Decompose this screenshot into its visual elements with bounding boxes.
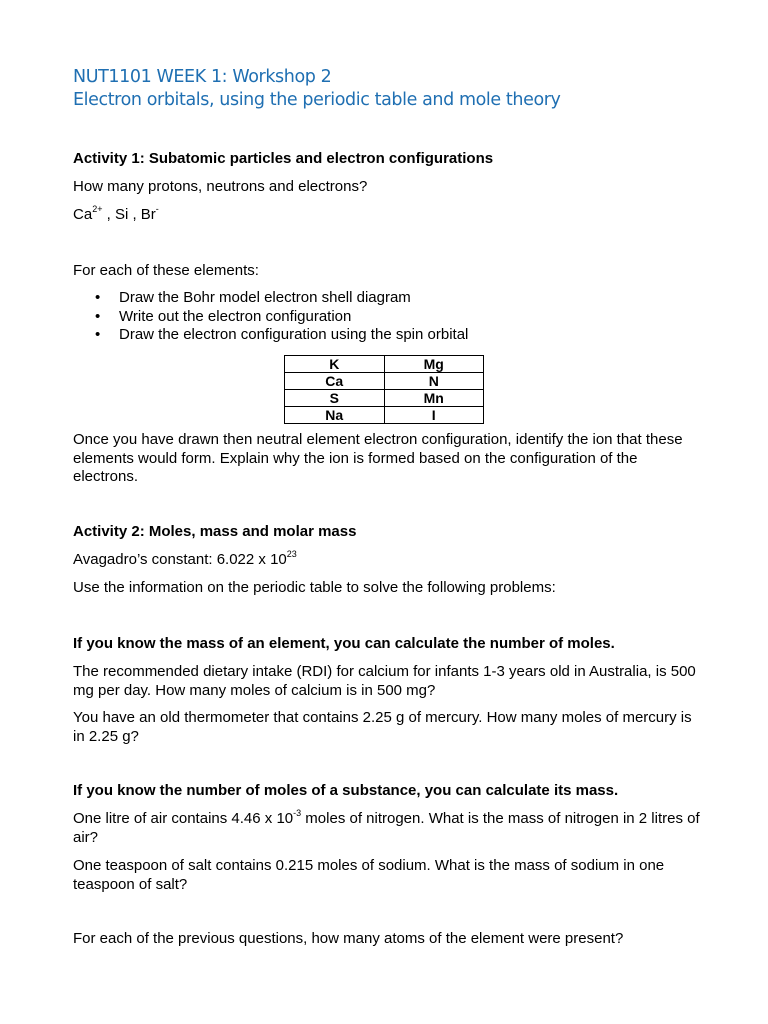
question-mercury: You have an old thermometer that contains 2.25 g of mercury. How many moles of mercury is in 2.25 g? — [73, 709, 692, 745]
table-row — [285, 356, 484, 373]
list-item: • Draw the electron configuration using the spin orbital — [95, 326, 469, 343]
ion-br-charge: - — [155, 204, 159, 214]
avogadro-exponent: 23 — [286, 549, 297, 559]
activity1-heading: Activity 1: Subatomic particles and electron configurations — [73, 150, 494, 167]
avogadro-constant: Avagadro’s constant: 6.022 x $10^{23}$ — [73, 549, 297, 568]
task-list — [73, 289, 703, 345]
question-calcium: The recommended dietary intake (RDI) for calcium for infants 1-3 years old in Australia, is 500 mg per day. How many moles of calcium is in 500 mg? — [73, 663, 696, 699]
activity2-instruction: Use the information on the periodic table to solve the following problems: — [73, 579, 556, 596]
activity1-question: How many protons, neutrons and electrons? — [73, 178, 368, 195]
list-item: • Write out the electron configuration — [95, 307, 352, 325]
section2-heading: If you know the number of moles of a substance, you can calculate its mass. — [73, 782, 619, 799]
table-cell: K — [285, 356, 385, 373]
document-title — [73, 66, 703, 112]
bullet-icon: • — [95, 326, 101, 343]
table-cell: S — [285, 390, 385, 407]
table-row — [285, 390, 484, 407]
for-each-intro: For each of these elements: — [73, 262, 259, 279]
table-cell: Mg — [384, 356, 484, 373]
table-cell: Na — [285, 407, 385, 424]
table-row — [285, 407, 484, 424]
table-cell: Ca — [285, 373, 385, 390]
ion-ca-charge: 2+ — [92, 204, 103, 214]
question-sodium: One teaspoon of salt contains 0.215 moles of sodium. What is the mass of sodium in one teaspoon of salt? — [73, 857, 665, 893]
final-question: For each of the previous questions, how many atoms of the element were present? — [73, 930, 624, 947]
ion-rest: , Si , Br — [102, 206, 156, 223]
activity2-heading: Activity 2: Moles, mass and molar mass — [73, 523, 357, 540]
ion-list — [73, 206, 703, 225]
section1-heading: If you know the mass of an element, you can calculate the number of moles. — [73, 635, 615, 652]
bullet-icon: • — [95, 289, 101, 306]
table-cell: Mn — [384, 390, 484, 407]
element-table — [284, 355, 484, 424]
bullet-icon: • — [95, 307, 101, 325]
title-line-2: Electron orbitals, using the periodic table and mole theory — [73, 90, 561, 110]
table-row — [285, 373, 484, 390]
question-nitrogen: One litre of air contains 4.46 x $10^{-3}$ moles of nitrogen. What is the mass of nitrogen in 2 litres of air? — [73, 808, 700, 846]
after-table-paragraph: Once you have drawn then neutral element electron configuration, identify the ion that these elements would form. Explain why the ion is formed based on the configuration of the electrons. — [73, 431, 683, 485]
title-line-1: NUT1101 WEEK 1: Workshop 2 — [73, 67, 332, 87]
ion-ca: Ca — [73, 206, 93, 223]
list-item: • Draw the Bohr model electron shell diagram — [95, 289, 411, 306]
table-cell: I — [384, 407, 484, 424]
nitrogen-exponent: -3 — [293, 808, 302, 818]
table-cell: N — [384, 373, 484, 390]
